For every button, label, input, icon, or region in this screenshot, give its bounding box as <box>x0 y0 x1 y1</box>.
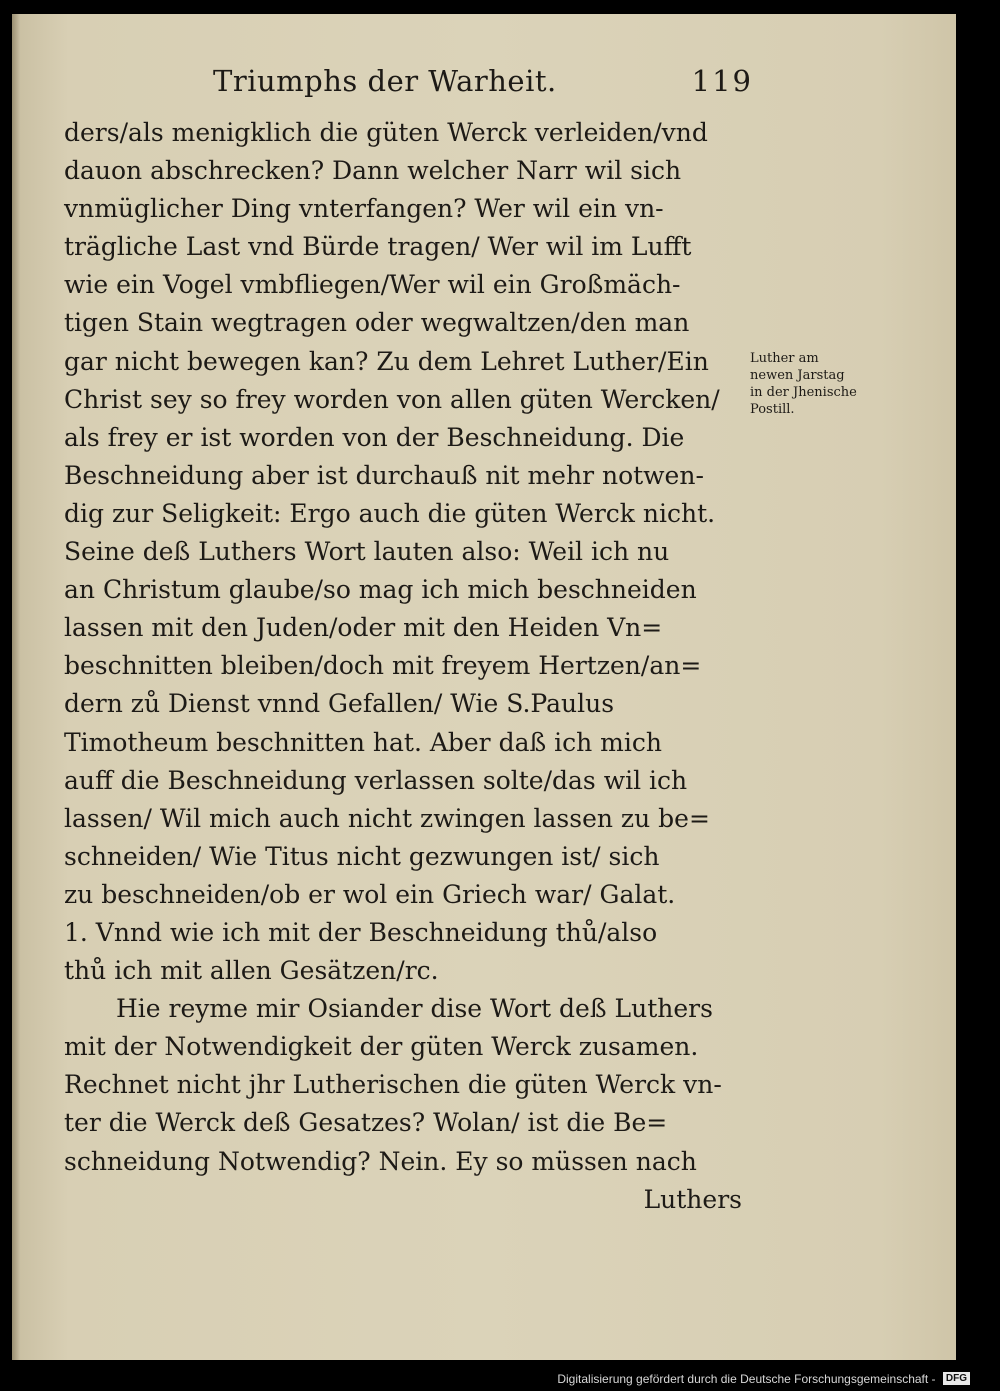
text-line: Beschneidung aber ist durchauß nit mehr notwen- <box>64 460 704 490</box>
text-line: dern zů Dienst vnnd Gefallen/ Wie S.Paulus <box>64 689 615 719</box>
text-line: lassen mit den Juden/oder mit den Heiden Vn= <box>64 613 663 643</box>
dfg-logo: DFG <box>943 1372 970 1385</box>
footer-credit: Digitalisierung gefördert durch die Deutsche Forschungsgemeinschaft - <box>557 1371 936 1386</box>
text-line: wie ein Vogel vmbfliegen/Wer wil ein Großmäch- <box>64 270 681 300</box>
text-line: beschnitten bleiben/doch mit freyem Hertzen/an= <box>64 651 702 681</box>
margin-note-line: Postill. <box>750 402 795 417</box>
text-line: schneidung Notwendig? Nein. Ey so müssen nach <box>64 1146 697 1176</box>
margin-note-line: newen Jarstag <box>750 368 845 383</box>
text-line: gar nicht bewegen kan? Zu dem Lehret Luther/Ein <box>64 346 709 376</box>
text-line: ders/als menigklich die güten Werck verleiden/vnd <box>64 118 708 147</box>
running-title: Triumphs der Warheit. <box>213 64 557 98</box>
text-line: dauon abschrecken? Dann welcher Narr wil sich <box>64 156 682 186</box>
text-line: 1. Vnnd wie ich mit der Beschneidung thů/also <box>64 917 658 947</box>
page-gutter-shadow <box>12 14 20 1360</box>
text-line: Hie reyme mir Osiander dise Wort deß Luthers <box>116 994 713 1024</box>
text-line: mit der Notwendigkeit der güten Werck zusamen. <box>64 1032 699 1062</box>
text-line: schneiden/ Wie Titus nicht gezwungen ist/ sich <box>64 841 660 871</box>
text-line: dig zur Seligkeit: Ergo auch die güten Werck nicht. <box>64 498 716 528</box>
text-line: lassen/ Wil mich auch nicht zwingen lassen zu be= <box>64 803 710 833</box>
digitization-footer <box>0 1371 1000 1391</box>
text-line: zu beschneiden/ob er wol ein Griech war/ Galat. <box>64 879 676 909</box>
margin-note <box>750 350 900 418</box>
page-header <box>213 64 753 104</box>
text-line: an Christum glaube/so mag ich mich beschneiden <box>64 575 697 605</box>
text-line: vnmüglicher Ding vnterfangen? Wer wil ein vn- <box>64 194 664 224</box>
text-line: als frey er ist worden von der Beschneidung. Die <box>64 422 685 452</box>
text-line: Timotheum beschnitten hat. Aber daß ich mich <box>64 727 662 757</box>
text-line: auff die Beschneidung verlassen solte/das wil ich <box>64 765 688 795</box>
text-line: Rechnet nicht jhr Lutherischen die güten Werck vn- <box>64 1070 722 1100</box>
margin-note-line: Luther am <box>750 351 819 366</box>
page-number: 119 <box>691 64 753 98</box>
text-line: tigen Stain wegtragen oder wegwaltzen/den man <box>64 308 690 338</box>
text-line: Christ sey so frey worden von allen güten Wercken/ <box>64 384 720 414</box>
text-line: trägliche Last vnd Bürde tragen/ Wer wil im Lufft <box>64 232 692 262</box>
text-line: ter die Werck deß Gesatzes? Wolan/ ist die Be= <box>64 1108 668 1138</box>
margin-note-line: in der Jhenische <box>750 385 857 400</box>
body-text <box>64 114 748 1219</box>
text-line: thů ich mit allen Gesätzen/rc. <box>64 956 439 986</box>
text-line: Seine deß Luthers Wort lauten also: Weil ich nu <box>64 537 670 567</box>
catchword: Luthers <box>643 1184 742 1214</box>
